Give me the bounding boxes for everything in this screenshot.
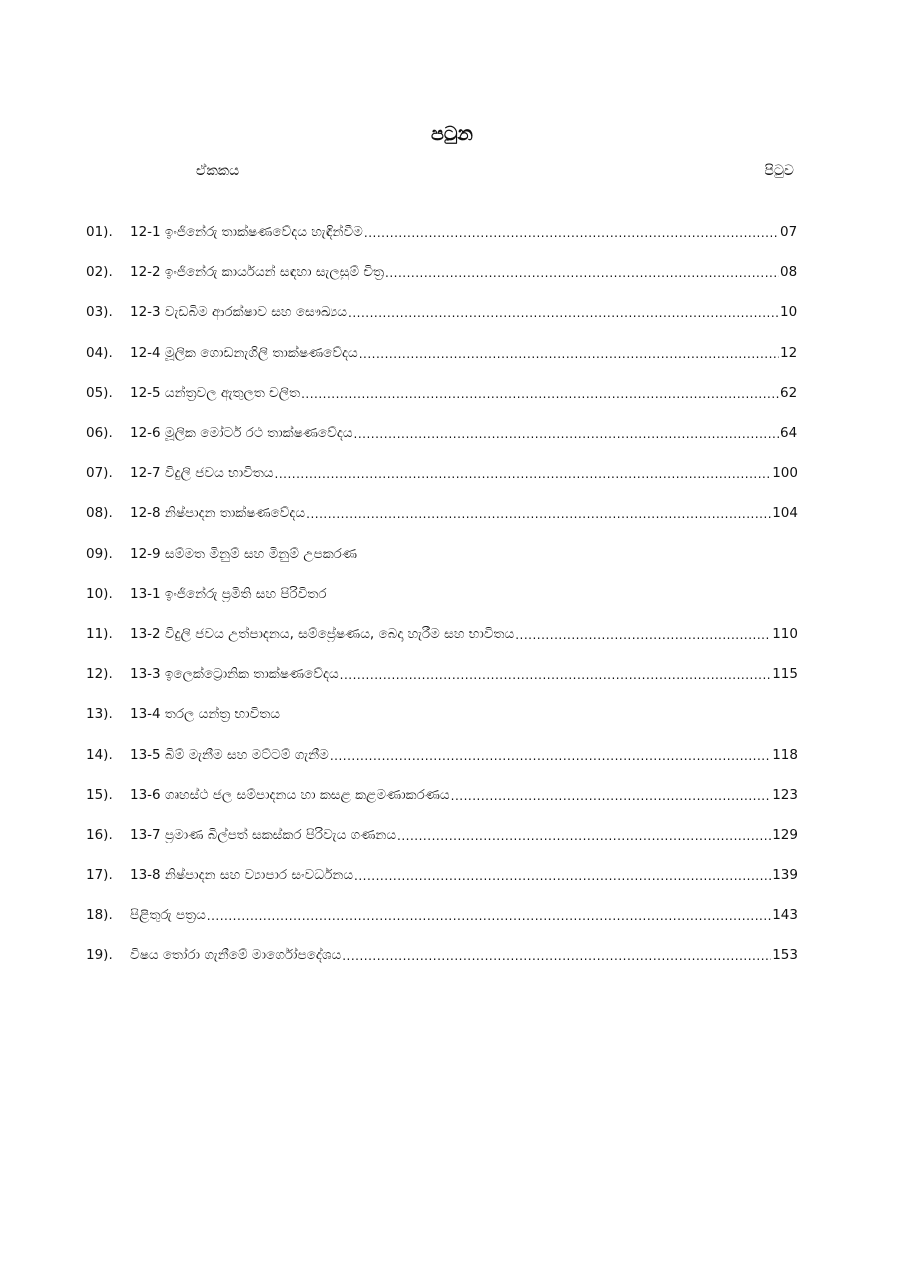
toc-row-7 [86,453,798,493]
toc-page-number: 129 [772,826,798,843]
toc-page-number: 110 [772,625,798,642]
toc-row-8 [86,493,798,533]
toc-number: 06). [86,425,113,442]
toc-title: 12-8 නිෂ්පාදන තාක්ෂණවේදය [130,505,306,522]
toc-title: 13-4 තරල යන්ත්‍ර භාවිතය [130,706,281,723]
toc-page-number: 64 [780,425,798,442]
toc-number: 10). [86,585,113,602]
toc-row-12 [86,654,798,694]
toc-leader-dots [340,666,772,682]
toc-leader-dots [397,827,771,843]
toc-page-number: 62 [780,384,798,401]
toc-number: 16). [86,826,113,843]
toc-row-19 [86,935,798,975]
toc-number: 12). [86,666,113,683]
toc-row-11 [86,614,798,654]
toc-leader-dots [301,385,779,401]
toc-title: 12-1 ඉංජිනේරු තාක්ෂණවේදය හැඳින්වීම [130,224,363,241]
toc-number: 07). [86,465,113,482]
page-title: පටුන [431,123,473,145]
toc-title: විෂය තෝරා ගැනීමේ මාර්ගෝපදේශය [130,947,342,964]
toc-title: පිළිතුරු පත්‍රය [130,907,206,924]
toc-leader-dots [306,505,771,521]
toc-leader-dots [354,867,771,883]
toc-page-number: 143 [772,907,798,924]
toc-number: 13). [86,706,113,723]
toc-title: 13-2 විදුලි ජවය උත්පාදනය, සම්ප්‍රේෂණය, බෙදා හැරීම සහ භාවිතය [130,625,515,642]
toc-leader-dots [385,264,779,280]
toc-row-6 [86,413,798,453]
toc-page-number: 153 [772,947,798,964]
toc-number: 15). [86,786,113,803]
toc-page-number: 115 [772,666,798,683]
toc-number: 05). [86,384,113,401]
toc-row-14 [86,734,798,774]
toc-title: 13-1 ඉංජිනේරු ප්‍රමිති සහ පිරිවිතර [130,585,327,602]
toc-leader-dots [359,345,779,361]
toc-row-10 [86,574,798,614]
toc-page-number: 104 [772,505,798,522]
toc-title: 13-6 ගෘහස්ථ ජල සම්පාදනය හා කසළ කළමණාකරණය [130,786,450,803]
toc-title: 13-5 බිම් මැනීම සහ මට්ටම් ගැනීම [130,746,329,763]
column-header-unit: ඒකකය [196,163,240,179]
toc-title: 12-2 ඉංජිනේරු කාර්යයන් සඳහා සැලසුම් චිත්‍ර [130,264,385,281]
toc-title: 12-6 මූලික මෝටර් රථ තාක්ෂණවේදය [130,425,353,442]
toc-page-number: 07 [780,224,798,241]
toc-leader-dots [364,224,779,240]
toc-row-16 [86,815,798,855]
toc-title: 12-3 වැඩබිම ආරක්ෂාව සහ සෞඛ්‍යය [130,304,348,321]
toc-row-5 [86,373,798,413]
toc-title: 12-5 යන්ත්‍රවල ඇතුලත චලිත [130,384,301,401]
toc-title: 13-3 ඉලෙක්ට්‍රොනික තාක්ෂණවේදය [130,666,339,683]
toc-leader-dots [354,425,779,441]
toc-number: 03). [86,304,113,321]
toc-number: 14). [86,746,113,763]
toc-number: 02). [86,264,113,281]
toc-row-9 [86,534,798,574]
toc-number: 19). [86,947,113,964]
column-header-page: පිටුව [764,163,794,179]
toc-leader-dots [342,947,771,963]
toc-page-number: 100 [772,465,798,482]
toc-page-number: 118 [772,746,798,763]
toc-number: 17). [86,867,113,884]
toc-leader-dots [515,626,771,642]
toc-page-number: 08 [780,264,798,281]
toc-page-number: 139 [772,867,798,884]
toc-leader-dots [451,787,772,803]
toc-number: 04). [86,344,113,361]
toc-number: 08). [86,505,113,522]
toc-page-number: 10 [780,304,798,321]
toc-row-15 [86,775,798,815]
toc-row-13 [86,694,798,734]
toc-title: 13-8 නිෂ්පාදන සහ ව්‍යාපාර සංවර්ධනය [130,867,354,884]
toc-leader-dots [207,907,771,923]
toc-title: 13-7 ප්‍රමාණ බිල්පත් සකස්කර පිරිවැය ගණනය [130,826,397,843]
toc-row-4 [86,333,798,373]
toc-leader-dots [275,465,772,481]
toc-row-2 [86,252,798,292]
toc-title: 12-9 සම්මත මිනුම් සහ මිනුම් උපකරණ [130,545,357,562]
toc-number: 09). [86,545,113,562]
toc-page-number: 123 [772,786,798,803]
toc-row-18 [86,895,798,935]
toc-row-17 [86,855,798,895]
toc-row-3 [86,292,798,332]
toc-number: 11). [86,625,113,642]
toc-number: 01). [86,224,113,241]
toc-leader-dots [348,304,779,320]
toc-title: 12-4 මූලික ගොඩනැගිලි තාක්ෂණවේදය [130,344,358,361]
toc-page-number: 12 [780,344,798,361]
toc-row-1 [86,212,798,252]
toc-leader-dots [330,747,771,763]
toc-title: 12-7 විදුලි ජවය භාවිතය [130,465,274,482]
table-of-contents [86,212,798,976]
toc-number: 18). [86,907,113,924]
